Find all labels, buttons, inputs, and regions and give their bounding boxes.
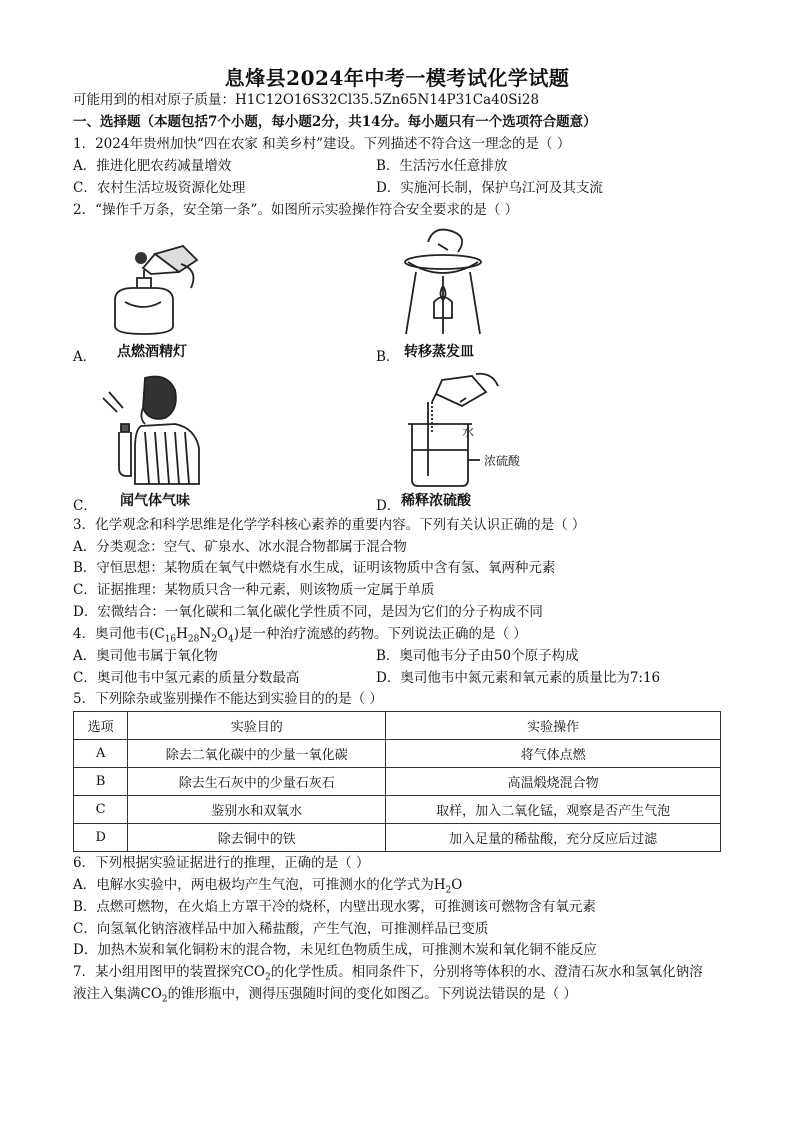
acid-label: 浓硫酸: [484, 454, 521, 468]
q5-stem: 5．下列除杂或鉴别操作不能达到实验目的的是（ ）: [73, 691, 383, 707]
row-operation: 高温煅烧混合物: [386, 768, 721, 796]
row-operation: 将气体点燃: [386, 740, 721, 768]
q7-stem-line2: 液注入集满$CO_2$的锥形瓶中，测得压强随时间的变化如图乙。下列说法错误的是（ ）: [73, 986, 577, 1005]
q3-option-b: B．守恒思想：某物质在氧气中燃烧有水生成，证明该物质中含有氢、氧两种元素: [73, 560, 556, 576]
q2-option-c-letter: C．: [73, 498, 97, 514]
row-operation: 加入足量的稀盐酸，充分反应后过滤: [386, 824, 721, 852]
q3-stem: 3．化学观念和科学思维是化学学科核心素养的重要内容。下列有关认识正确的是（ ）: [73, 517, 586, 533]
q1-stem: 1．2024年贵州加快“四在农家 和美乡村”建设。下列描述不符合这一理念的是（ ）: [73, 136, 571, 152]
header-operation: 实验操作: [386, 712, 721, 740]
q2-option-a-letter: A．: [73, 349, 97, 365]
q4-option-b: B．奥司他韦分子由50个原子构成: [376, 648, 579, 664]
dilute-acid-figure: [402, 372, 512, 490]
header-purpose: 实验目的: [128, 712, 386, 740]
table-row: [74, 768, 721, 796]
smell-gas-figure: [95, 368, 205, 488]
page-title: 息烽县2024年中考一模考试化学试题: [224, 66, 570, 90]
row-purpose: 除去铜中的铁: [128, 824, 386, 852]
row-purpose: 除去生石灰中的少量石灰石: [128, 768, 386, 796]
q6-option-d: D．加热木炭和氧化铜粉末的混合物，未见红色物质生成，可推测木炭和氧化铜不能反应: [73, 942, 597, 958]
atomic-mass-line: 可能用到的相对原子质量：H1C12O16S32Cl35.5Zn65N14P31Ca40Si28: [73, 92, 540, 108]
q4-stem: 4．奥司他韦$(C_{16}H_{28}N_2O_4)$是一种治疗流感的药物。下列说法正确的是（ ）: [73, 626, 527, 645]
water-label: 水: [462, 425, 475, 439]
row-operation: 取样，加入二氧化锰，观察是否产生气泡: [386, 796, 721, 824]
q2-option-a-caption: 点燃酒精灯: [117, 344, 187, 360]
q2-option-d-letter: D．: [376, 498, 401, 514]
q6-stem: 6．下列根据实验证据进行的推理，正确的是（ ）: [73, 855, 370, 871]
q1-option-d: D．实施河长制，保护乌江河及其支流: [376, 180, 603, 196]
row-option: A: [74, 740, 128, 768]
q6-option-b: B．点燃可燃物，在火焰上方罩干冷的烧杯，内壁出现水雾，可推测该可燃物含有氧元素: [73, 899, 596, 915]
q4-option-a: A．奥司他韦属于氧化物: [73, 648, 218, 664]
q7-stem-line1: 7．某小组用图甲的装置探究$CO_2$的化学性质。相同条件下，分别将等体积的水、澄清石灰水和氢氧化钠溶: [73, 964, 703, 983]
row-purpose: 鉴别水和双氧水: [128, 796, 386, 824]
q2-option-b-caption: 转移蒸发皿: [404, 344, 474, 360]
q6-option-c: C．向氢氧化钠溶液样品中加入稀盐酸，产生气泡，可推测样品已变质: [73, 921, 489, 937]
q1-option-a: A．推进化肥农药减量增效: [73, 158, 232, 174]
row-option: D: [74, 824, 128, 852]
q3-option-a: A．分类观念：空气、矿泉水、冰水混合物都属于混合物: [73, 539, 407, 555]
section-heading: 一、选择题（本题包括7个小题，每小题2分，共14分。每小题只有一个选项符合题意）: [73, 114, 597, 130]
table-row: [74, 824, 721, 852]
row-option: C: [74, 796, 128, 824]
q1-option-c: C．农村生活垃圾资源化处理: [73, 180, 246, 196]
q2-option-b-letter: B．: [376, 349, 400, 365]
q4-option-c: C．奥司他韦中氢元素的质量分数最高: [73, 670, 300, 686]
row-option: B: [74, 768, 128, 796]
q1-option-b: B．生活污水任意排放: [376, 158, 508, 174]
row-purpose: 除去二氧化碳中的少量一氧化碳: [128, 740, 386, 768]
q2-stem: 2．“操作千万条，安全第一条”。如图所示实验操作符合安全要求的是（ ）: [73, 202, 519, 218]
q2-option-d-caption: 稀释浓硫酸: [401, 493, 471, 509]
alcohol-lamp-figure: [95, 240, 205, 340]
evaporating-dish-figure: [398, 222, 488, 340]
q3-option-d: D．宏微结合：一氧化碳和二氧化碳化学性质不同，是因为它们的分子构成不同: [73, 604, 543, 620]
q4-option-d: D．奥司他韦中氮元素和氧元素的质量比为7:16: [376, 670, 661, 686]
table-row: [74, 796, 721, 824]
table-row: [74, 740, 721, 768]
q3-option-c: C．证据推理：某物质只含一种元素，则该物质一定属于单质: [73, 582, 435, 598]
header-option: 选项: [74, 712, 128, 740]
table-header-row: [74, 712, 721, 740]
q5-table: [73, 711, 721, 852]
q6-option-a: A．电解水实验中，两电极均产生气泡，可推测水的化学式为$H_2O$: [73, 877, 463, 896]
q2-option-c-caption: 闻气体气味: [120, 493, 190, 509]
